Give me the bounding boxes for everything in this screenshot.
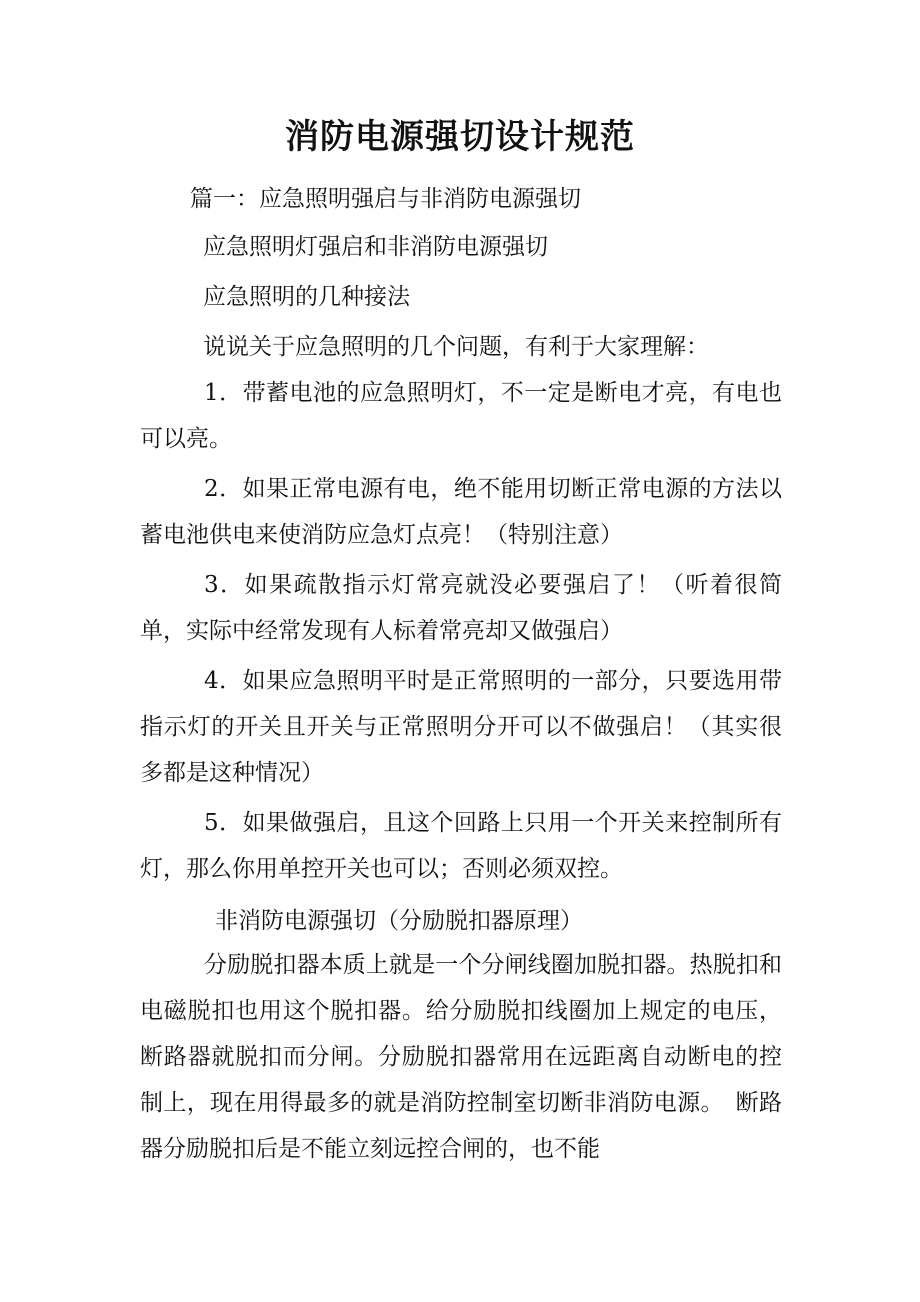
subheading-emergency-lighting: 应急照明灯强启和非消防电源强切 [203, 234, 548, 260]
intro-paragraph: 说说关于应急照明的几个问题，有利于大家理解： [203, 334, 709, 360]
section-body-paragraph: 分励脱扣器本质上就是一个分闸线圈加脱扣器。热脱扣和电磁脱扣也用这个脱扣器。给分励脱扣线圈加上规定的电压，断路器就脱扣而分闸。分励脱扣器常用在远距离自动断电的控制上，现在用得最多的就是消防控制室切断非消防电源。 断路器分励脱扣后是不能立刻远控合闸的，也不能 [140, 952, 782, 1162]
point-paragraph-1: 1．带蓄电池的应急照明灯，不一定是断电才亮，有电也可以亮。 [140, 380, 782, 452]
point-paragraph-3: 3．如果疏散指示灯常亮就没必要强启了！（听着很简单，实际中经常发现有人标着常亮却又做强启） [140, 572, 782, 644]
point-paragraph-5: 5．如果做强启，且这个回路上只用一个开关来控制所有灯，那么你用单控开关也可以；否则必须双控。 [140, 810, 782, 882]
document-title: 消防电源强切设计规范 [285, 117, 635, 157]
point-paragraph-4: 4．如果应急照明平时是正常照明的一部分，只要选用带指示灯的开关且开关与正常照明分开可以不做强启！（其实很多都是这种情况） [140, 668, 782, 786]
point-paragraph-2: 2．如果正常电源有电，绝不能用切断正常电源的方法以蓄电池供电来使消防应急灯点亮！（特别注意） [140, 476, 782, 548]
chapter-heading: 篇一：应急照明强启与非消防电源强切 [190, 186, 581, 212]
subheading-wiring-methods: 应急照明的几种接法 [203, 284, 410, 310]
section-heading: 非消防电源强切（分励脱扣器原理） [215, 908, 583, 934]
